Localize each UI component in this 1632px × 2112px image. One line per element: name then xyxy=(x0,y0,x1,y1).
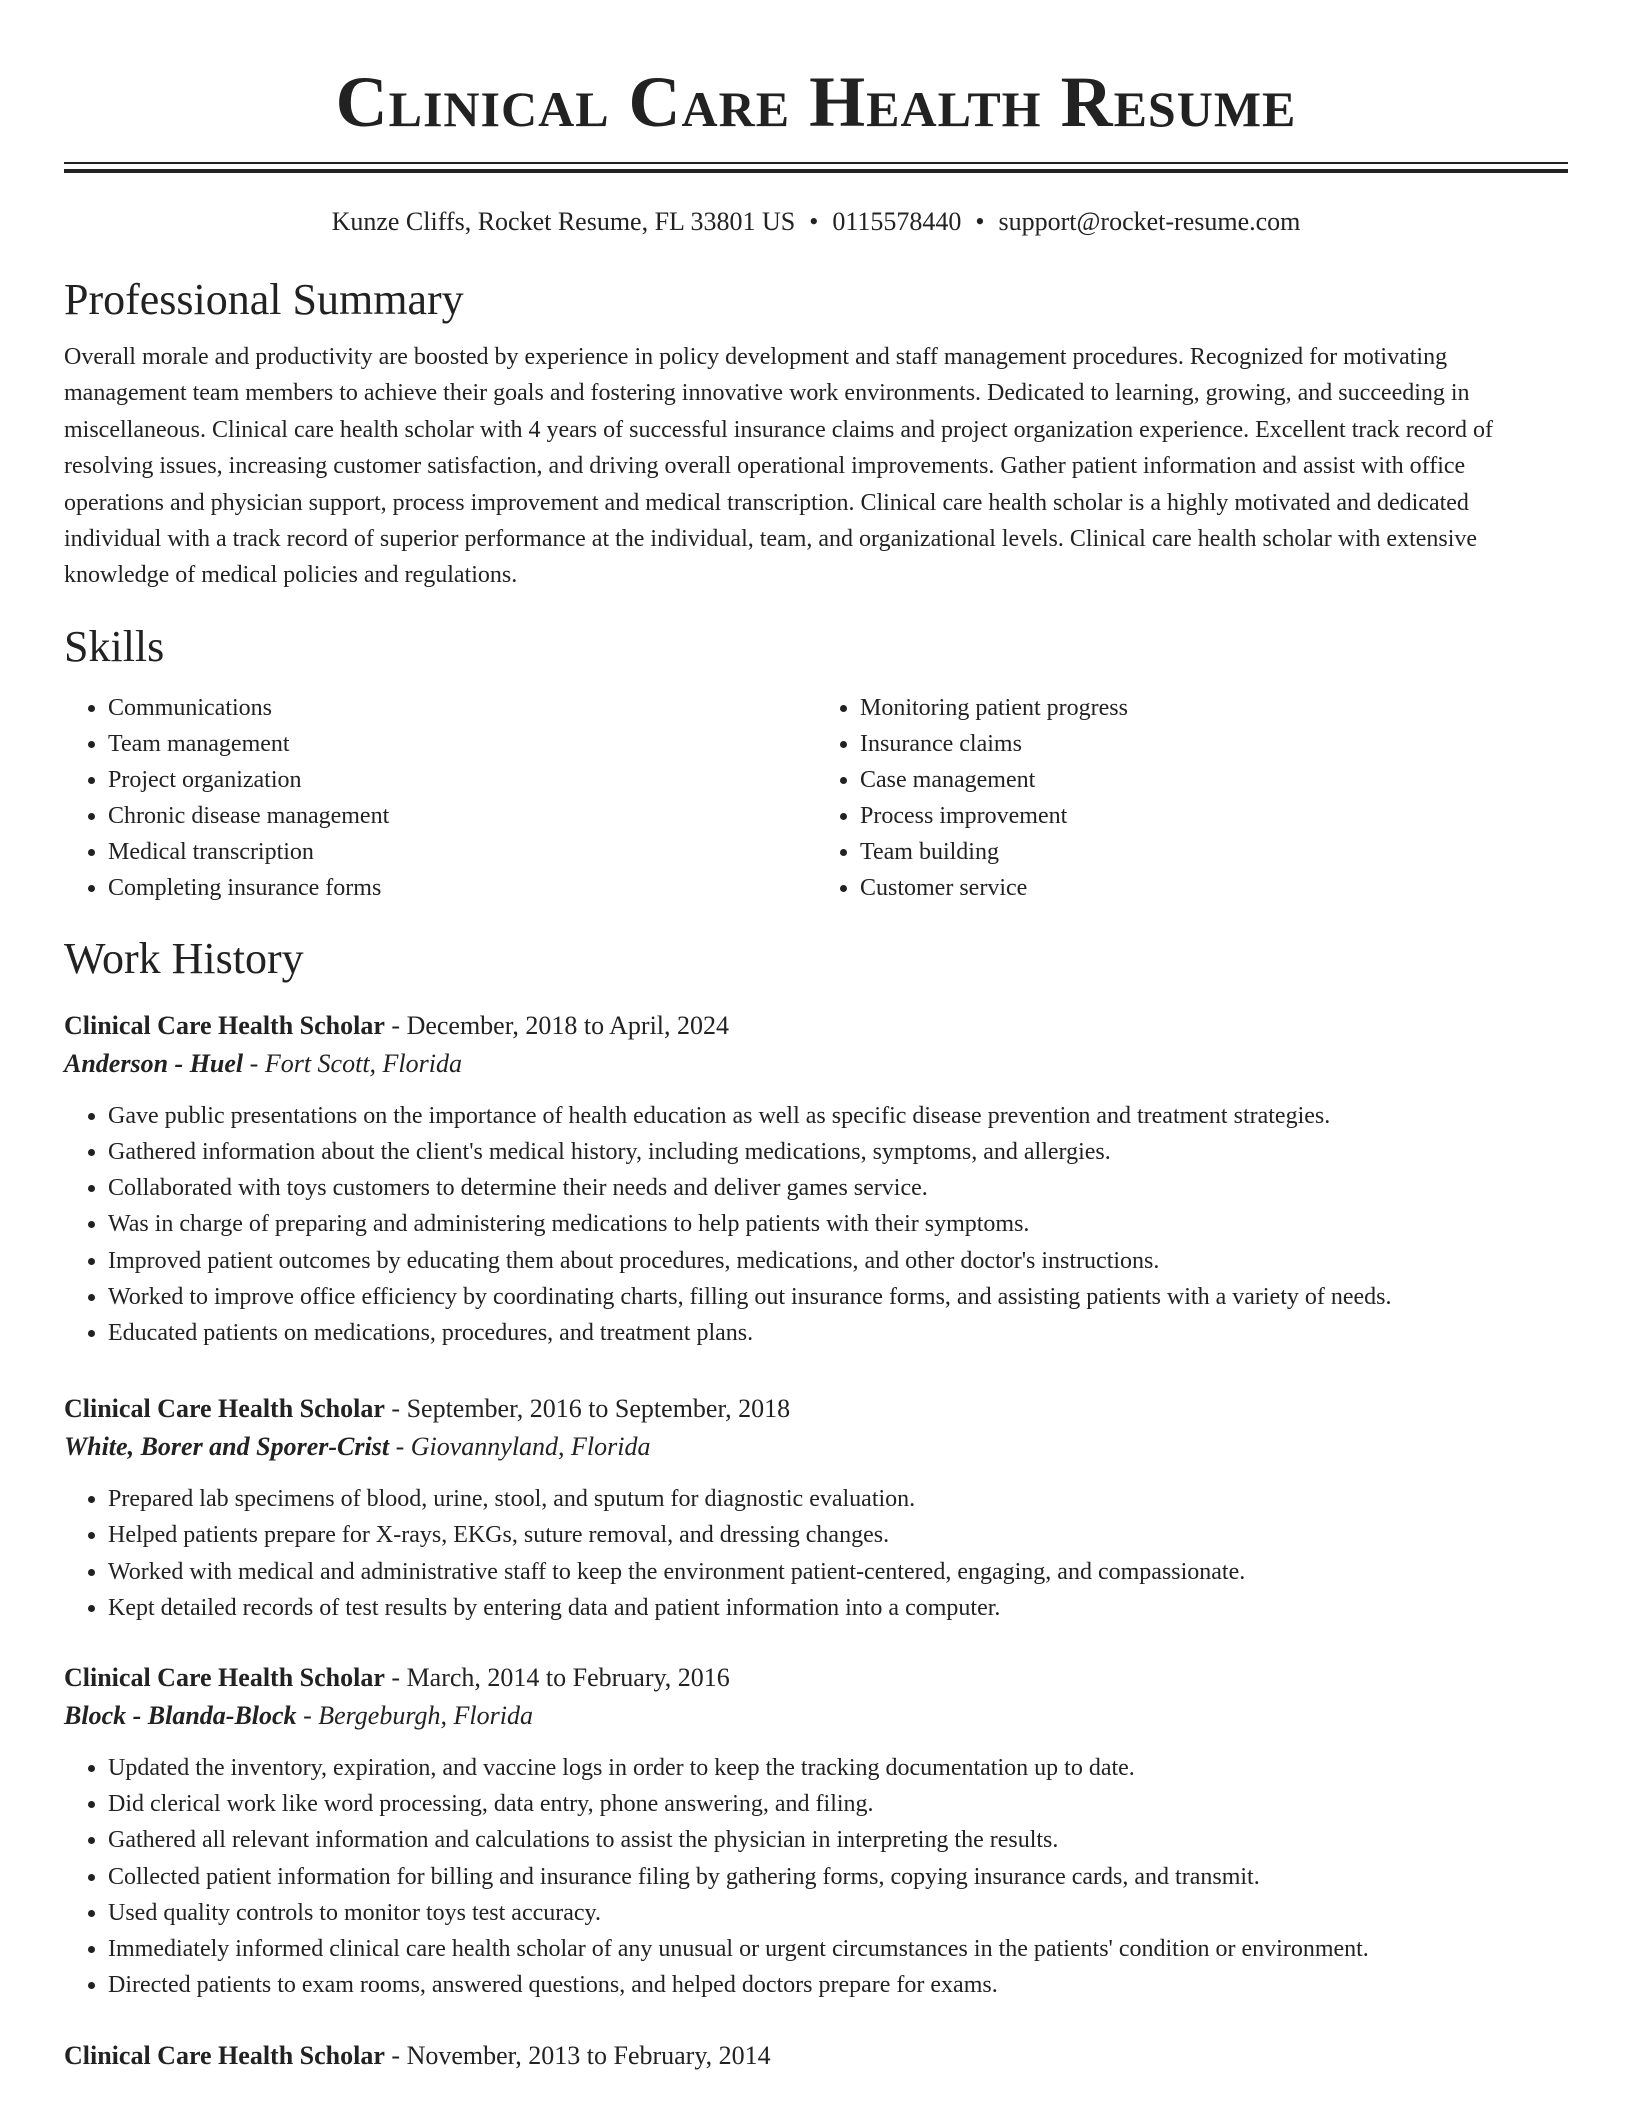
job-dates: September, 2016 to September, 2018 xyxy=(406,1394,791,1424)
job-dates: December, 2018 to April, 2024 xyxy=(406,1010,730,1040)
job-duty: • Was in charge of preparing and administering medications to help patients with their symptoms. xyxy=(108,1206,1568,1242)
job-title: Clinical Care Health Scholar xyxy=(64,2040,385,2070)
contact-separator: • xyxy=(809,207,819,236)
job-location: Giovannyland, Florida xyxy=(410,1432,651,1462)
skills-list xyxy=(64,690,1568,906)
job-duty: • Prepared lab specimens of blood, urine, stool, and sputum for diagnostic evaluation. xyxy=(108,1481,1568,1517)
job-dates: November, 2013 to February, 2014 xyxy=(406,2040,771,2070)
job-dates: March, 2014 to February, 2016 xyxy=(406,1663,730,1693)
summary-text: Overall morale and productivity are boosted by experience in policy development and staff management procedures. Recognized for motivating management team members to achieve their goals and fostering innovative work environments. Dedicated to learning, growing, and succeeding in miscellaneous. Clinical care health scholar with 4 years of successful insurance claims and project organization experience. Excellent track record of resolving issues, increasing customer satisfaction, and driving overall operational improvements. Gather patient information and assist with office operations and physician support, process improvement and medical transcription. Clinical care health scholar is a highly motivated and dedicated individual with a track record of superior performance at the individual, team, and organizational levels. Clinical care health scholar with extensive knowledge of medical policies and regulations. xyxy=(64,344,1493,589)
skill-item: • Project organization xyxy=(108,762,816,798)
job-duty: • Worked to improve office efficiency by coordinating charts, filling out insurance forms, and assisting patients with a variety of needs. xyxy=(108,1279,1568,1315)
job-duty: • Gathered all relevant information and calculations to assist the physician in interpreting the results. xyxy=(108,1822,1568,1858)
job-title: Clinical Care Health Scholar xyxy=(64,1663,385,1693)
job-entry xyxy=(64,1660,1568,2003)
job-duty: • Improved patient outcomes by educating them about procedures, medications, and other doctor's instructions. xyxy=(108,1243,1568,1279)
contact-email: support@rocket-resume.com xyxy=(998,207,1301,236)
job-title: Clinical Care Health Scholar xyxy=(64,1394,385,1424)
job-company: Anderson - Huel xyxy=(64,1048,244,1078)
job-duties xyxy=(64,1750,1568,2003)
job-dash: - xyxy=(384,1663,407,1693)
job-location: Bergeburgh, Florida xyxy=(318,1701,533,1731)
job-dash: - xyxy=(389,1432,411,1462)
job-entry xyxy=(64,2038,1568,2074)
job-duty: • Collaborated with toys customers to determine their needs and deliver games service. xyxy=(108,1170,1568,1206)
skill-item: • Insurance claims xyxy=(860,726,1568,762)
job-duty: • Gave public presentations on the importance of health education as well as specific disease prevention and treatment strategies. xyxy=(108,1098,1568,1134)
skills-heading: Skills xyxy=(64,621,165,671)
job-dash: - xyxy=(243,1048,265,1078)
job-title-line xyxy=(64,1391,1568,1427)
skill-item: • Case management xyxy=(860,762,1568,798)
job-duty: • Worked with medical and administrative staff to keep the environment patient-centered, engaging, and compassionate. xyxy=(108,1554,1568,1590)
contact-phone: 0115578440 xyxy=(832,207,962,236)
skill-item: • Team management xyxy=(108,726,816,762)
job-entry xyxy=(64,1391,1568,1626)
job-company: White, Borer and Sporer-Crist xyxy=(64,1432,390,1462)
skill-item: • Process improvement xyxy=(860,798,1568,834)
divider-thick-line xyxy=(64,169,1568,173)
contact-separator: • xyxy=(975,207,985,236)
resume-title: Clinical Care Health Resume xyxy=(335,62,1297,142)
job-company-line xyxy=(64,1427,1568,1467)
skill-item: • Team building xyxy=(860,834,1568,870)
job-company-line xyxy=(64,1044,1568,1084)
work-history-heading: Work History xyxy=(64,933,304,983)
job-duty: • Used quality controls to monitor toys test accuracy. xyxy=(108,1895,1568,1931)
title-divider xyxy=(64,162,1568,173)
contact-address: Kunze Cliffs, Rocket Resume, FL 33801 US xyxy=(331,207,796,236)
job-entry xyxy=(64,1008,1568,1351)
job-duty: • Educated patients on medications, procedures, and treatment plans. xyxy=(108,1315,1568,1351)
job-duties xyxy=(64,1481,1568,1626)
job-title: Clinical Care Health Scholar xyxy=(64,1010,385,1040)
skill-item: • Monitoring patient progress xyxy=(860,690,1568,726)
job-duty: • Kept detailed records of test results by entering data and patient information into a computer. xyxy=(108,1590,1568,1626)
job-duties xyxy=(64,1098,1568,1351)
skill-item: • Medical transcription xyxy=(108,834,816,870)
job-duty: • Updated the inventory, expiration, and vaccine logs in order to keep the tracking documentation up to date. xyxy=(108,1750,1568,1786)
job-dash: - xyxy=(296,1701,319,1731)
skills-left-column xyxy=(64,690,816,906)
job-duty: • Immediately informed clinical care health scholar of any unusual or urgent circumstances in the patients' condition or environment. xyxy=(108,1931,1568,1967)
contact-line xyxy=(64,205,1568,239)
job-duty: • Collected patient information for billing and insurance filing by gathering forms, copying insurance cards, and transmit. xyxy=(108,1859,1568,1895)
job-company: Block - Blanda-Block xyxy=(64,1701,297,1731)
job-title-line xyxy=(64,1008,1568,1044)
skill-item: • Chronic disease management xyxy=(108,798,816,834)
skills-right-column xyxy=(816,690,1568,906)
job-location: Fort Scott, Florida xyxy=(264,1048,462,1078)
skill-item: • Completing insurance forms xyxy=(108,870,816,906)
job-duty: • Directed patients to exam rooms, answered questions, and helped doctors prepare for exams. xyxy=(108,1967,1568,2003)
job-dash: - xyxy=(384,1394,407,1424)
job-dash: - xyxy=(384,1010,407,1040)
job-title-line xyxy=(64,2038,1568,2074)
job-dash: - xyxy=(384,2040,407,2070)
summary-heading: Professional Summary xyxy=(64,275,464,324)
job-title-line xyxy=(64,1660,1568,1696)
job-duty: • Gathered information about the client's medical history, including medications, symptoms, and allergies. xyxy=(108,1134,1568,1170)
job-company-line xyxy=(64,1696,1568,1736)
job-duty: • Helped patients prepare for X-rays, EKGs, suture removal, and dressing changes. xyxy=(108,1517,1568,1553)
skill-item: • Communications xyxy=(108,690,816,726)
skill-item: • Customer service xyxy=(860,870,1568,906)
job-duty: • Did clerical work like word processing, data entry, phone answering, and filing. xyxy=(108,1786,1568,1822)
